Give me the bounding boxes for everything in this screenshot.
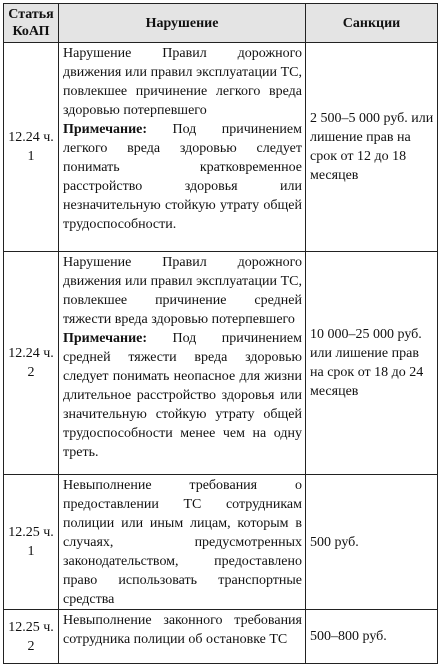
header-violation: Нарушение xyxy=(59,4,306,43)
header-sanction: Санкции xyxy=(306,4,438,43)
note-label: Примечание: xyxy=(63,122,148,137)
table-row xyxy=(4,252,438,475)
violation-cell xyxy=(59,252,306,475)
violation-cell xyxy=(59,43,306,252)
table-row xyxy=(4,43,438,252)
violation-cell xyxy=(59,610,306,664)
note-label: Примечание: xyxy=(63,331,148,346)
violation-cell xyxy=(59,475,306,610)
table-header-row xyxy=(4,4,438,43)
article-cell: 12.25 ч. 2 xyxy=(4,610,59,664)
violation-text: Невыполнение требования о предоставлении ТС сотрудникам полиции или иным лицам, которым в случаях, предусмотренных законодательством, предоставлено право использовать транспортные средства xyxy=(63,478,302,607)
header-article: Статья КоАП xyxy=(4,4,59,43)
note-text: Под причинением легкого вреда здоровью следует понимать кратковременное расстройство здоровья или незначительную стойкую утрату общей трудоспособности. xyxy=(63,122,302,232)
sanction-cell: 500–800 руб. xyxy=(306,610,438,664)
table-row xyxy=(4,475,438,610)
violation-text: Нарушение Правил дорожного движения или правил эксплуатации ТС, повлекшее причинение средней тяжести вреда здоровью потерпевшего xyxy=(63,255,302,327)
sanction-cell: 2 500–5 000 руб. или лишение прав на срок от 12 до 18 месяцев xyxy=(306,43,438,252)
penalties-table xyxy=(3,3,438,664)
sanction-cell: 500 руб. xyxy=(306,475,438,610)
article-cell: 12.24 ч. 2 xyxy=(4,252,59,475)
violation-text: Нарушение Правил дорожного движения или правил эксплуатации ТС, повлекшее причинение легкого вреда здоровью потерпевшего xyxy=(63,46,302,118)
violation-text: Невыполнение законного требования сотрудника полиции об остановке ТС xyxy=(63,613,302,647)
sanction-cell: 10 000–25 000 руб. или лишение прав на срок от 18 до 24 месяцев xyxy=(306,252,438,475)
article-cell: 12.25 ч. 1 xyxy=(4,475,59,610)
note-text: Под причинением средней тяжести вреда здоровью следует понимать неопасное для жизни длительное расстройство здоровья или значительную стойкую утрату общей трудоспособности менее чем на одну треть. xyxy=(63,331,302,460)
article-cell: 12.24 ч. 1 xyxy=(4,43,59,252)
table-row xyxy=(4,610,438,664)
